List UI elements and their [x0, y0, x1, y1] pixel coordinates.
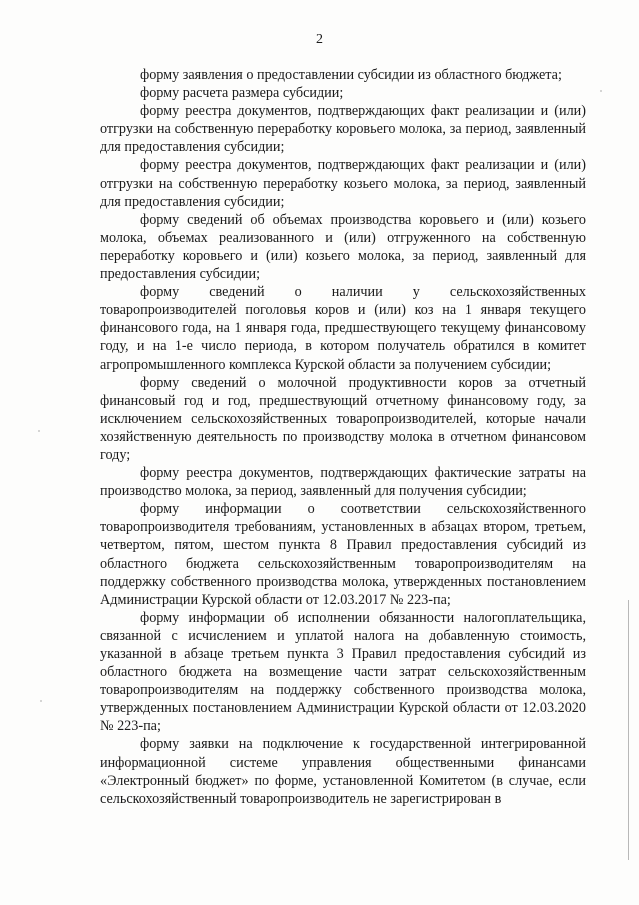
paragraph: форму информации о соответствии сельскохозяйственного товаропроизводителя требованиям, установленных в абзацах втором, третьем, четвертом, пятом, шестом пункта 8 Правил предоставления субсидий из областного бюджета сельскохозяйственным товаропроизводителям на поддержку собственного производства молока, утвержденных постановлением Администрации Курской области от 12.03.2017 № 223-па;: [100, 501, 586, 608]
paragraph: форму заявки на подключение к государственной интегрированной информационной системе управления общественными финансами «Электронный бюджет» по форме, установленной Комитетом (в случае, если сельскохозяйственный товаропроизводитель не зарегистрирован в: [100, 736, 586, 807]
scan-artifact: [38, 430, 40, 432]
paragraph: форму реестра документов, подтверждающих фактические затраты на производство молока, за период, заявленный для получения субсидии;: [100, 465, 586, 500]
paragraph: форму реестра документов, подтверждающих факт реализации и (или) отгрузки на собственную переработку козьего молока, за период, заявленный для предоставления субсидии;: [100, 157, 586, 210]
paragraph: форму реестра документов, подтверждающих факт реализации и (или) отгрузки на собственную переработку коровьего молока, за период, заявленный для предоставления субсидии;: [100, 103, 586, 156]
scan-edge-line: [628, 600, 629, 860]
scan-artifact: [40, 700, 42, 702]
paragraph: форму заявления о предоставлении субсидии из областного бюджета;: [140, 67, 562, 83]
paragraph: форму сведений о наличии у сельскохозяйственных товаропроизводителей поголовья коров и (или) коз на 1 января текущего финансового года, на 1 января года, предшествующего текущему финансовому году, и на 1-е число периода, в котором получатель обратился в комитет агропромышленного комплекса Курской области за получением субсидии;: [100, 284, 586, 373]
scan-artifact: [600, 90, 602, 92]
paragraph: форму расчета размера субсидии;: [140, 85, 344, 102]
page-number: 2: [316, 32, 323, 47]
paragraph: форму сведений об объемах производства коровьего и (или) козьего молока, объемах реализованного и (или) отгруженного на собственную переработку коровьего и (или) козьего молока, за период, заявленный для предоставления субсидии;: [100, 211, 586, 283]
paragraph: форму сведений о молочной продуктивности коров за отчетный финансовый год и год, предшествующий отчетному финансовому году, за исключением сельскохозяйственных товаропроизводителей, которые начали хозяйственную деятельность по производству молока в отчетном финансовом году;: [100, 374, 586, 463]
paragraph: форму информации об исполнении обязанности налогоплательщика, связанной с исчислением и уплатой налога на добавленную стоимость, указанной в абзаце третьем пункта 3 Правил предоставления субсидий из областного бюджета на возмещение части затрат сельскохозяйственным товаропроизводителям на поддержку собственного производства молока, утвержденных постановлением Администрации Курской области от 12.03.2020 № 223-па;: [100, 609, 586, 735]
document-body: [100, 66, 586, 808]
